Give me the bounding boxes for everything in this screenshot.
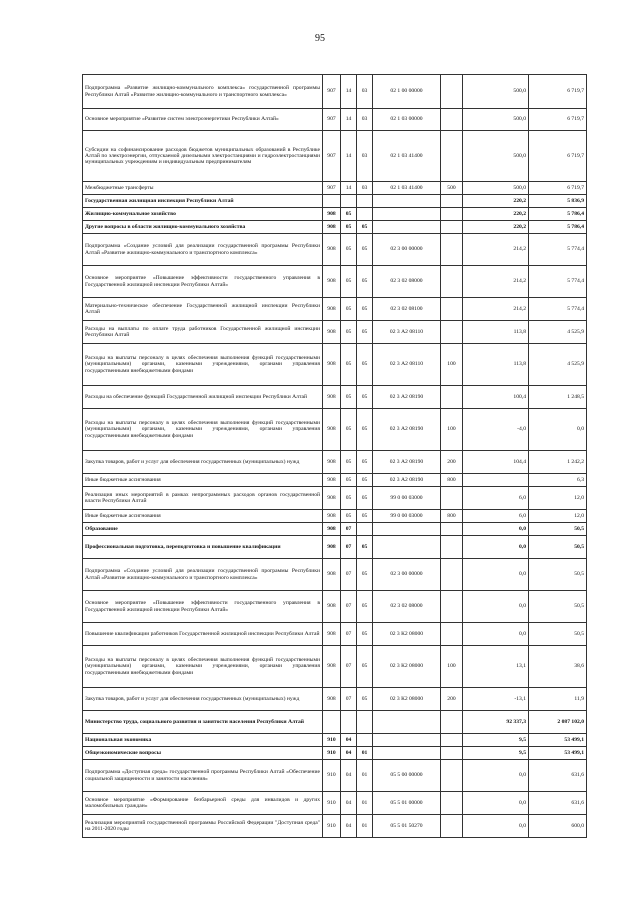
row-section-code: 05 [341, 208, 357, 221]
row-amount-total: 600,0 [529, 815, 587, 838]
table-row [83, 536, 587, 559]
row-amount-change: 13,1 [463, 646, 529, 688]
row-section-code: 05 [341, 234, 357, 266]
row-ved-code: 910 [323, 792, 341, 815]
row-amount-total: 50,5 [529, 536, 587, 559]
table-row [83, 195, 587, 208]
row-target-item-code [373, 195, 441, 208]
row-subsection-code: 03 [357, 75, 373, 109]
table-row [83, 623, 587, 646]
row-expense-type-code [441, 195, 463, 208]
row-target-item-code [373, 536, 441, 559]
table-row [83, 221, 587, 234]
row-section-code: 14 [341, 182, 357, 195]
row-expense-type-code [441, 321, 463, 344]
table-row [83, 266, 587, 298]
row-amount-total: 50,5 [529, 523, 587, 536]
row-amount-total: 6 719,7 [529, 109, 587, 131]
row-target-item-code: 05 5 00 00000 [373, 760, 441, 792]
row-section-code: 05 [341, 344, 357, 386]
row-ved-code: 907 [323, 131, 341, 182]
row-target-item-code: 02 3 А2 08110 [373, 344, 441, 386]
table-row [83, 711, 587, 734]
row-ved-code: 908 [323, 266, 341, 298]
row-target-item-code [373, 221, 441, 234]
row-ved-code [323, 711, 341, 734]
row-section-code: 04 [341, 747, 357, 760]
row-amount-change: 500,0 [463, 182, 529, 195]
row-expense-type-code [441, 298, 463, 321]
row-target-item-code: 02 3 02 08000 [373, 266, 441, 298]
row-amount-change: 6,0 [463, 487, 529, 510]
row-amount-change: 100,4 [463, 386, 529, 409]
row-expense-type-code: 800 [441, 510, 463, 523]
table-row [83, 386, 587, 409]
row-name: Субсидии на софинансирование расходов бюджетов муниципальных образований в Республике Алтай по электроэнергии, отпускаемой дизельными электростанциями и гидроэлектростанциями муниципальных учреждениям и индивидуальным предпринимателям [83, 131, 323, 182]
row-amount-total: 6 719,7 [529, 131, 587, 182]
row-subsection-code [357, 711, 373, 734]
row-name: Расходы на выплаты персоналу в целях обеспечения выполнения функций государственными (муниципальными) органами, казенными учреждениями, органами управления государственными внебюджетными фондами [83, 344, 323, 386]
row-amount-change: 0,0 [463, 536, 529, 559]
row-ved-code [323, 195, 341, 208]
row-subsection-code: 05 [357, 321, 373, 344]
row-name: Подпрограмма «Создание условий для реализации государственной программы Республики Алтай «Развитие жилищно-коммунального и транспортного комплекса» [83, 559, 323, 591]
row-section-code: 05 [341, 409, 357, 451]
row-subsection-code [357, 208, 373, 221]
row-amount-total: 5 774,4 [529, 266, 587, 298]
row-amount-total: 53 499,1 [529, 734, 587, 747]
row-name: Реализация иных мероприятий в рамках непрограммных расходов органов государственной власти Республики Алтай [83, 487, 323, 510]
table-row [83, 747, 587, 760]
row-amount-change: 9,5 [463, 734, 529, 747]
row-target-item-code: 02 3 02 08100 [373, 298, 441, 321]
row-amount-change: 214,2 [463, 266, 529, 298]
row-expense-type-code [441, 792, 463, 815]
row-subsection-code: 05 [357, 688, 373, 711]
row-expense-type-code [441, 623, 463, 646]
row-ved-code: 908 [323, 487, 341, 510]
row-amount-change: 0,0 [463, 559, 529, 591]
row-target-item-code: 02 3 00 00000 [373, 234, 441, 266]
table-row [83, 815, 587, 838]
row-amount-change: 500,0 [463, 109, 529, 131]
row-amount-total: 631,6 [529, 792, 587, 815]
row-section-code: 04 [341, 760, 357, 792]
table-row [83, 760, 587, 792]
page-number: 95 [315, 33, 325, 44]
table-row [83, 234, 587, 266]
row-target-item-code: 99 0 00 03000 [373, 510, 441, 523]
row-target-item-code: 02 3 К2 08000 [373, 646, 441, 688]
row-amount-total: 38,6 [529, 646, 587, 688]
row-name: Межбюджетные трансферты [83, 182, 323, 195]
table-row [83, 298, 587, 321]
row-section-code: 04 [341, 792, 357, 815]
row-target-item-code: 02 3 А2 08190 [373, 409, 441, 451]
row-expense-type-code [441, 815, 463, 838]
table-row [83, 208, 587, 221]
row-expense-type-code [441, 559, 463, 591]
row-amount-change [463, 474, 529, 487]
row-name: Национальная экономика [83, 734, 323, 747]
table-row [83, 131, 587, 182]
row-amount-change: 9,5 [463, 747, 529, 760]
row-amount-total: 6,3 [529, 474, 587, 487]
row-ved-code: 908 [323, 510, 341, 523]
row-expense-type-code [441, 760, 463, 792]
row-subsection-code: 01 [357, 792, 373, 815]
row-expense-type-code [441, 221, 463, 234]
row-section-code: 14 [341, 109, 357, 131]
table-row [83, 344, 587, 386]
row-name: Подпрограмма «Развитие жилищно-коммунального комплекса» государственной программы Республики Алтай «Развитие жилищно-коммунального и транспортного комплекса» [83, 75, 323, 109]
row-expense-type-code: 100 [441, 646, 463, 688]
row-amount-change: -13,1 [463, 688, 529, 711]
row-subsection-code: 05 [357, 510, 373, 523]
row-amount-change: 0,0 [463, 792, 529, 815]
row-ved-code: 908 [323, 221, 341, 234]
row-expense-type-code: 500 [441, 182, 463, 195]
row-amount-total: 12,0 [529, 510, 587, 523]
table-row [83, 75, 587, 109]
row-subsection-code [357, 734, 373, 747]
row-subsection-code: 05 [357, 221, 373, 234]
row-name: Образование [83, 523, 323, 536]
row-subsection-code: 05 [357, 623, 373, 646]
row-target-item-code: 05 5 01 50270 [373, 815, 441, 838]
row-target-item-code: 99 0 00 03000 [373, 487, 441, 510]
row-ved-code: 908 [323, 298, 341, 321]
row-subsection-code: 03 [357, 182, 373, 195]
row-amount-change: 0,0 [463, 815, 529, 838]
row-subsection-code: 01 [357, 760, 373, 792]
row-target-item-code: 02 1 03 00000 [373, 109, 441, 131]
row-section-code: 04 [341, 815, 357, 838]
row-expense-type-code [441, 109, 463, 131]
row-section-code: 07 [341, 536, 357, 559]
row-target-item-code: 02 3 00 00000 [373, 559, 441, 591]
row-ved-code: 908 [323, 234, 341, 266]
row-name: Иные бюджетные ассигнования [83, 510, 323, 523]
row-target-item-code: 02 3 А2 08190 [373, 386, 441, 409]
table-row [83, 321, 587, 344]
row-amount-change: 92 337,3 [463, 711, 529, 734]
row-section-code: 14 [341, 75, 357, 109]
table-row [83, 474, 587, 487]
row-amount-change: -4,0 [463, 409, 529, 451]
row-target-item-code [373, 711, 441, 734]
row-name: Другие вопросы в области жилищно-коммунального хозяйства [83, 221, 323, 234]
row-amount-total: 631,6 [529, 760, 587, 792]
row-expense-type-code: 100 [441, 409, 463, 451]
row-subsection-code [357, 195, 373, 208]
row-ved-code: 908 [323, 688, 341, 711]
row-amount-change: 104,4 [463, 451, 529, 474]
row-name: Повышение квалификации работников Государственной жилищной инспекции Республики Алтай [83, 623, 323, 646]
row-name: Закупка товаров, работ и услуг для обеспечения государственных (муниципальных) нужд [83, 451, 323, 474]
row-subsection-code: 05 [357, 487, 373, 510]
row-name: Расходы на выплаты персоналу в целях обеспечения выполнения функций государственными (муниципальными) органами, казенными учреждениями, органами управления государственными внебюджетными фондами [83, 646, 323, 688]
row-ved-code: 908 [323, 409, 341, 451]
row-amount-change: 220,2 [463, 195, 529, 208]
row-name: Подпрограмма «Доступная среда» государственной программы Республики Алтай «Обеспечение социальной защищенности и занятости населения» [83, 760, 323, 792]
row-target-item-code [373, 734, 441, 747]
row-subsection-code: 05 [357, 298, 373, 321]
row-subsection-code: 05 [357, 386, 373, 409]
row-section-code: 05 [341, 487, 357, 510]
row-subsection-code: 01 [357, 815, 373, 838]
row-ved-code: 908 [323, 321, 341, 344]
row-subsection-code: 05 [357, 344, 373, 386]
row-expense-type-code [441, 536, 463, 559]
row-amount-change: 500,0 [463, 131, 529, 182]
row-target-item-code: 02 1 03 41400 [373, 182, 441, 195]
table-row [83, 646, 587, 688]
row-amount-change: 113,8 [463, 344, 529, 386]
table-row [83, 109, 587, 131]
row-name: Государственная жилищная инспекция Республики Алтай [83, 195, 323, 208]
row-section-code: 07 [341, 646, 357, 688]
row-section-code: 05 [341, 510, 357, 523]
row-target-item-code: 02 3 К2 08000 [373, 688, 441, 711]
row-amount-total: 5 774,4 [529, 298, 587, 321]
row-expense-type-code [441, 386, 463, 409]
row-subsection-code: 05 [357, 591, 373, 623]
row-amount-total: 12,0 [529, 487, 587, 510]
row-name: Иные бюджетные ассигнования [83, 474, 323, 487]
row-name: Расходы на выплаты по оплате труда работников Государственной жилищной инспекции Республики Алтай [83, 321, 323, 344]
row-amount-total: 53 499,1 [529, 747, 587, 760]
row-target-item-code: 05 5 01 00000 [373, 792, 441, 815]
row-amount-total: 1 248,5 [529, 386, 587, 409]
row-expense-type-code [441, 208, 463, 221]
row-section-code: 07 [341, 591, 357, 623]
row-expense-type-code [441, 711, 463, 734]
row-name: Жилищно-коммунальное хозяйство [83, 208, 323, 221]
table-row [83, 688, 587, 711]
row-subsection-code: 05 [357, 559, 373, 591]
row-amount-total: 11,9 [529, 688, 587, 711]
row-ved-code: 907 [323, 75, 341, 109]
row-section-code: 05 [341, 451, 357, 474]
row-expense-type-code [441, 131, 463, 182]
row-target-item-code: 02 3 А2 08190 [373, 474, 441, 487]
row-amount-change: 500,0 [463, 75, 529, 109]
row-amount-change: 214,2 [463, 234, 529, 266]
row-ved-code: 907 [323, 109, 341, 131]
row-amount-total: 5 836,9 [529, 195, 587, 208]
row-ved-code: 908 [323, 474, 341, 487]
row-name: Реализация мероприятий государственной программы Российской Федерации "Доступная среда" на 2011-2020 годы [83, 815, 323, 838]
row-ved-code: 908 [323, 591, 341, 623]
row-ved-code: 908 [323, 536, 341, 559]
row-subsection-code: 05 [357, 266, 373, 298]
row-subsection-code: 03 [357, 131, 373, 182]
row-amount-change: 0,0 [463, 623, 529, 646]
row-name: Основное мероприятие «Повышение эффективности государственного управления в Государственной жилищной инспекции Республики Алтай» [83, 266, 323, 298]
row-section-code [341, 195, 357, 208]
row-subsection-code: 05 [357, 234, 373, 266]
row-section-code: 05 [341, 386, 357, 409]
row-amount-change: 214,2 [463, 298, 529, 321]
row-name: Основное мероприятие «Развитие систем электроэнергетики Республики Алтай» [83, 109, 323, 131]
row-ved-code: 910 [323, 747, 341, 760]
row-amount-total: 1 242,2 [529, 451, 587, 474]
row-amount-total: 6 719,7 [529, 75, 587, 109]
row-amount-total: 2 087 102,0 [529, 711, 587, 734]
row-section-code: 05 [341, 474, 357, 487]
table-row [83, 182, 587, 195]
row-name: Расходы на выплаты персоналу в целях обеспечения выполнения функций государственными (муниципальными) органами, казенными учреждениями, органами управления государственными внебюджетными фондами [83, 409, 323, 451]
row-section-code: 14 [341, 131, 357, 182]
row-amount-total: 4 525,9 [529, 321, 587, 344]
row-amount-change: 220,2 [463, 208, 529, 221]
row-ved-code: 908 [323, 208, 341, 221]
row-ved-code: 910 [323, 815, 341, 838]
row-subsection-code: 03 [357, 109, 373, 131]
table-row [83, 591, 587, 623]
row-name: Министерство труда, социального развития и занятости населения Республики Алтай [83, 711, 323, 734]
row-subsection-code: 05 [357, 536, 373, 559]
table-row [83, 487, 587, 510]
row-name: Расходы на обеспечение функций Государственной жилищной инспекции Республики Алтай [83, 386, 323, 409]
row-expense-type-code [441, 487, 463, 510]
row-expense-type-code: 800 [441, 474, 463, 487]
row-target-item-code: 02 3 К2 08000 [373, 623, 441, 646]
row-amount-change: 113,8 [463, 321, 529, 344]
row-ved-code: 908 [323, 386, 341, 409]
row-name: Закупка товаров, работ и услуг для обеспечения государственных (муниципальных) нужд [83, 688, 323, 711]
row-amount-total: 5 786,4 [529, 221, 587, 234]
row-amount-change: 0,0 [463, 523, 529, 536]
table-row [83, 523, 587, 536]
row-name: Профессиональная подготовка, переподготовка и повышение квалификации [83, 536, 323, 559]
row-ved-code: 907 [323, 182, 341, 195]
row-target-item-code: 02 1 00 00000 [373, 75, 441, 109]
table-row [83, 559, 587, 591]
row-target-item-code [373, 208, 441, 221]
row-ved-code: 908 [323, 646, 341, 688]
row-ved-code: 908 [323, 523, 341, 536]
row-expense-type-code [441, 266, 463, 298]
row-section-code: 07 [341, 688, 357, 711]
row-subsection-code: 05 [357, 474, 373, 487]
row-ved-code: 910 [323, 760, 341, 792]
row-name: Основное мероприятие «Формирование безбарьерной среды для инвалидов и других маломобильных граждан» [83, 792, 323, 815]
row-amount-total: 50,5 [529, 591, 587, 623]
row-target-item-code [373, 747, 441, 760]
row-amount-total: 4 525,9 [529, 344, 587, 386]
row-target-item-code: 02 3 А2 08190 [373, 451, 441, 474]
row-target-item-code: 02 3 02 08000 [373, 591, 441, 623]
row-name: Подпрограмма «Создание условий для реализации государственной программы Республики Алтай «Развитие жилищно-коммунального и транспортного комплекса» [83, 234, 323, 266]
row-expense-type-code: 200 [441, 451, 463, 474]
row-ved-code: 910 [323, 734, 341, 747]
row-expense-type-code [441, 75, 463, 109]
row-expense-type-code [441, 523, 463, 536]
row-target-item-code: 02 1 03 41400 [373, 131, 441, 182]
row-subsection-code [357, 523, 373, 536]
row-expense-type-code [441, 234, 463, 266]
row-name: Материально-техническое обеспечение Государственной жилищной инспекции Республики Алтай [83, 298, 323, 321]
row-subsection-code: 05 [357, 409, 373, 451]
row-amount-change: 0,0 [463, 760, 529, 792]
row-subsection-code: 05 [357, 451, 373, 474]
row-expense-type-code [441, 747, 463, 760]
row-section-code: 04 [341, 734, 357, 747]
row-section-code [341, 711, 357, 734]
table-row [83, 792, 587, 815]
row-ved-code: 908 [323, 623, 341, 646]
row-section-code: 05 [341, 221, 357, 234]
table-row [83, 734, 587, 747]
row-expense-type-code: 200 [441, 688, 463, 711]
budget-table-body [83, 75, 587, 838]
row-name: Основное мероприятие «Повышение эффективности государственного управления в Государственной жилищной инспекции Республики Алтай» [83, 591, 323, 623]
row-amount-total: 6 719,7 [529, 182, 587, 195]
row-section-code: 05 [341, 298, 357, 321]
row-subsection-code: 01 [357, 747, 373, 760]
row-target-item-code: 02 3 А2 08110 [373, 321, 441, 344]
row-amount-total: 50,5 [529, 623, 587, 646]
row-section-code: 07 [341, 623, 357, 646]
row-target-item-code [373, 523, 441, 536]
table-row [83, 510, 587, 523]
row-amount-change: 6,0 [463, 510, 529, 523]
table-row [83, 451, 587, 474]
row-amount-total: 5 774,4 [529, 234, 587, 266]
row-expense-type-code [441, 591, 463, 623]
row-expense-type-code [441, 734, 463, 747]
row-amount-total: 0,0 [529, 409, 587, 451]
row-amount-total: 5 786,4 [529, 208, 587, 221]
row-amount-change: 0,0 [463, 591, 529, 623]
row-section-code: 05 [341, 266, 357, 298]
budget-table [82, 74, 587, 838]
row-section-code: 05 [341, 321, 357, 344]
row-ved-code: 908 [323, 559, 341, 591]
row-amount-change: 220,2 [463, 221, 529, 234]
row-ved-code: 908 [323, 451, 341, 474]
row-subsection-code: 05 [357, 646, 373, 688]
row-name: Общеэкономические вопросы [83, 747, 323, 760]
table-row [83, 409, 587, 451]
row-amount-total: 50,5 [529, 559, 587, 591]
row-section-code: 07 [341, 523, 357, 536]
row-ved-code: 908 [323, 344, 341, 386]
row-section-code: 07 [341, 559, 357, 591]
row-expense-type-code: 100 [441, 344, 463, 386]
